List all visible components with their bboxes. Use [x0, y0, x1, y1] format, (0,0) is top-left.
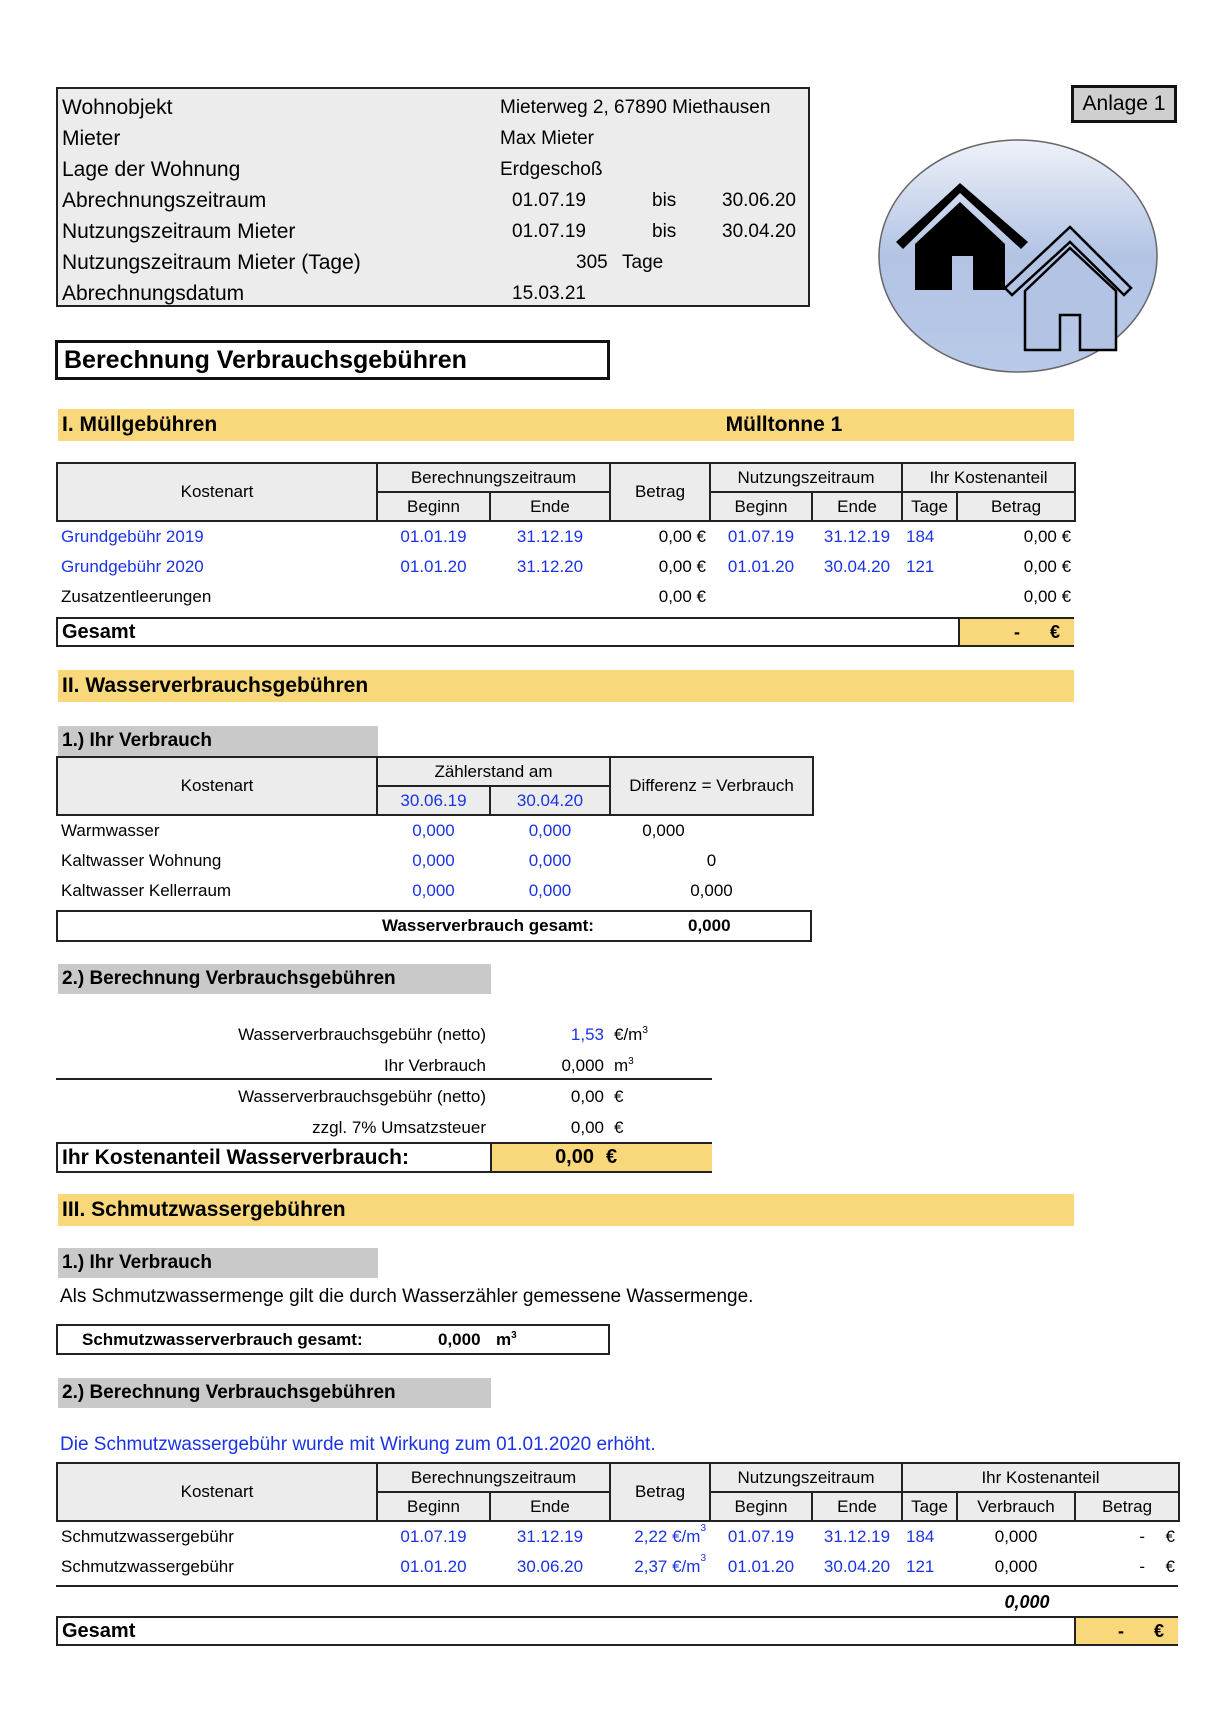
col-header-betrag: Betrag [610, 463, 710, 521]
muell-gesamt-value [958, 619, 1074, 645]
info-bis: bis [652, 221, 677, 242]
col-header-kostenart: Kostenart [57, 463, 377, 521]
cell-n-ende[interactable]: 31.12.19 [823, 1527, 891, 1546]
info-value: 15.03.21 [512, 283, 586, 304]
schmutz-note: Als Schmutzwassermenge gilt die durch Wasserzähler gemessene Wassermenge. [60, 1286, 754, 1307]
cell-v2[interactable]: 0,000 [528, 851, 572, 870]
cell-kostenart: Schmutzwassergebühr [61, 1557, 234, 1576]
table-row [57, 876, 813, 906]
col-header-anteil-betrag: Betrag [957, 492, 1075, 521]
cell-anteil [1075, 1552, 1179, 1582]
cell-tage[interactable]: 121 [906, 557, 935, 576]
wasser-gesamt-row [56, 910, 812, 942]
calc-row [56, 1113, 712, 1143]
calc-label: Wasserverbrauchsgebühr (netto) [238, 1025, 486, 1044]
info-label: Abrechnungszeitraum [62, 189, 267, 212]
col-header-kostenart: Kostenart [57, 1463, 377, 1521]
calc-row [56, 1082, 712, 1112]
info-date-to: 30.04.20 [722, 221, 796, 242]
info-label: Nutzungszeitraum Mieter (Tage) [62, 251, 361, 274]
schmutz-gesamt-row [56, 1616, 1178, 1646]
cell-n-ende[interactable]: 31.12.19 [823, 527, 891, 546]
cell-v1[interactable]: 0,000 [412, 821, 455, 840]
info-row-tage [62, 247, 802, 278]
cell-ende [490, 582, 610, 612]
cell-n-beginn[interactable]: 01.01.20 [727, 557, 795, 576]
info-row-abrechnungsdatum [62, 278, 802, 309]
cell-anteil [1075, 1521, 1179, 1552]
info-days-unit: Tage [622, 252, 664, 273]
col-header-ende: Ende [490, 492, 610, 521]
cell-n-beginn[interactable]: 01.07.19 [727, 1527, 795, 1546]
col-header-berechnungszeitraum: Berechnungszeitraum [377, 463, 610, 492]
cell-diff: 0 [706, 851, 717, 870]
total-unit: € [606, 1146, 618, 1168]
col-header-differenz: Differenz = Verbrauch [610, 757, 813, 815]
table-row [57, 582, 1075, 612]
calc-unit: € [614, 1087, 624, 1106]
info-date-to: 30.06.20 [722, 190, 796, 211]
cell-kostenart[interactable]: Grundgebühr 2020 [61, 557, 204, 576]
info-value: Erdgeschoß [500, 159, 603, 180]
cell-ende[interactable]: 31.12.19 [516, 527, 584, 546]
houses-icon [878, 138, 1158, 374]
section-title: II. Wasserverbrauchsgebühren [62, 674, 369, 697]
cell-n-beginn[interactable]: 01.01.20 [727, 1557, 795, 1576]
cell-n-ende[interactable]: 30.04.20 [823, 557, 891, 576]
info-row-abrechnungszeitraum [62, 185, 802, 216]
divider [56, 1078, 712, 1080]
unit-sup: 3 [628, 1056, 634, 1067]
schmutz-gesamt-box [56, 1324, 610, 1355]
total-label: Ihr Kostenanteil Wasserverbrauch: [62, 1146, 409, 1169]
table-row [57, 552, 1075, 582]
cell-v1[interactable]: 0,000 [412, 881, 455, 900]
calc-label: Wasserverbrauchsgebühr (netto) [238, 1087, 486, 1106]
divider [56, 1585, 1178, 1587]
cell-n-beginn[interactable]: 01.07.19 [727, 527, 795, 546]
schmutz-gesamt-value: 0,000 [438, 1330, 481, 1349]
cell-v2[interactable]: 0,000 [528, 821, 572, 840]
cell-n-ende[interactable]: 30.04.20 [823, 1557, 891, 1576]
col-header-beginn: Beginn [377, 1492, 490, 1521]
cell-kostenart: Kaltwasser Kellerraum [61, 881, 232, 900]
section-header-schmutz [58, 1194, 1074, 1226]
info-value: Max Mieter [500, 128, 594, 149]
gesamt-currency: € [1050, 622, 1061, 642]
col-header-zaehlerstand: Zählerstand am [377, 757, 610, 786]
schmutz-gesamt-unit [496, 1326, 517, 1353]
cell-tage[interactable]: 184 [906, 527, 935, 546]
cell-betrag: 0,00 € [658, 587, 706, 606]
schmutz-gesamt-value [1074, 1618, 1178, 1644]
col-header-berechnungszeitraum: Berechnungszeitraum [377, 1463, 610, 1492]
cell-kostenart[interactable]: Grundgebühr 2019 [61, 527, 204, 546]
info-row-wohnobjekt [62, 92, 802, 123]
anteil-amount: - [1139, 1557, 1146, 1576]
calc-unit: € [614, 1118, 624, 1137]
gesamt-amount: - [1118, 1621, 1124, 1641]
unit-text: €/m [614, 1025, 643, 1044]
cell-tage[interactable]: 184 [906, 1527, 935, 1546]
cell-betrag: 0,00 € [658, 557, 706, 576]
unit-sup: 3 [511, 1330, 517, 1341]
calc-value[interactable]: 1,53 [570, 1025, 604, 1044]
col-header-n-beginn: Beginn [710, 1492, 812, 1521]
wasser-gesamt-value: 0,000 [688, 916, 731, 935]
wasser-gesamt-label: Wasserverbrauch gesamt: [382, 916, 594, 935]
total-value-box [490, 1144, 712, 1171]
table-row [57, 846, 813, 876]
section-title: I. Müllgebühren [62, 413, 218, 436]
cell-verbrauch: 0,000 [994, 1557, 1038, 1576]
calc-value: 0,00 [570, 1087, 604, 1106]
unit-text: m [614, 1056, 629, 1075]
col-header-nutzungszeitraum: Nutzungszeitraum [710, 463, 902, 492]
table-row [57, 521, 1075, 552]
info-row-lage [62, 154, 802, 185]
anteil-currency: € [1165, 1557, 1176, 1576]
calc-value: 0,00 [570, 1118, 604, 1137]
table-row [57, 1552, 1179, 1582]
info-label: Lage der Wohnung [62, 158, 241, 181]
info-row-nutzungszeitraum [62, 216, 802, 247]
calc-label: zzgl. 7% Umsatzsteuer [312, 1118, 486, 1137]
calc-row [56, 1020, 712, 1050]
cell-tage [902, 582, 957, 612]
unit-sup: 3 [642, 1025, 648, 1036]
col-header-date2[interactable]: 30.04.20 [490, 786, 610, 815]
section-subtitle: Mülltonne 1 [725, 413, 843, 436]
col-header-beginn: Beginn [377, 492, 490, 521]
gesamt-label: Gesamt [62, 621, 136, 643]
col-header-n-ende: Ende [812, 492, 902, 521]
col-header-verbrauch: Verbrauch [957, 1492, 1075, 1521]
schmutz-notice: Die Schmutzwassergebühr wurde mit Wirkung zum 01.01.2020 erhöht. [60, 1434, 656, 1455]
cell-v1[interactable]: 0,000 [412, 851, 455, 870]
section-header-muell [58, 409, 1074, 441]
cell-anteil: 0,00 € [1023, 587, 1072, 606]
cell-n-ende [812, 582, 902, 612]
muell-table [56, 462, 1076, 612]
table-row [57, 1521, 1179, 1552]
calc-label: Ihr Verbrauch [383, 1056, 486, 1075]
cell-beginn[interactable]: 01.01.20 [400, 1557, 467, 1576]
cell-beginn [377, 582, 490, 612]
section-header-wasser [58, 670, 1074, 702]
cell-ende[interactable]: 30.06.20 [516, 1557, 584, 1576]
total-value: 0,00 [555, 1146, 594, 1168]
cell-n-beginn [710, 582, 812, 612]
col-header-date1[interactable]: 30.06.19 [377, 786, 490, 815]
info-label: Wohnobjekt [62, 96, 173, 119]
gesamt-label: Gesamt [62, 1620, 136, 1642]
subsection-header-berechnung: 2.) Berechnung Verbrauchsgebühren [58, 964, 491, 994]
table-row [57, 815, 813, 846]
cell-ende[interactable]: 31.12.19 [516, 1527, 584, 1546]
wasser-total-row [56, 1142, 712, 1173]
calc-value: 0,000 [561, 1056, 604, 1075]
cell-ende[interactable]: 31.12.20 [516, 557, 584, 576]
cell-diff: 0,000 [690, 881, 733, 900]
info-label: Nutzungszeitraum Mieter [62, 220, 296, 243]
col-header-n-ende: Ende [812, 1492, 902, 1521]
col-header-ende: Ende [490, 1492, 610, 1521]
wasser-verbrauch-table [56, 756, 814, 906]
unit-sup: 3 [700, 1553, 706, 1564]
muell-gesamt-row [56, 617, 1074, 647]
cell-verbrauch: 0,000 [994, 1527, 1038, 1546]
col-header-kostenart: Kostenart [57, 757, 377, 815]
cell-beginn[interactable]: 01.01.19 [400, 527, 467, 546]
anteil-currency: € [1165, 1527, 1176, 1546]
subsection-header-berechnung: 2.) Berechnung Verbrauchsgebühren [58, 1378, 491, 1408]
calc-unit [614, 1020, 648, 1050]
page-title: Berechnung Verbrauchsgebühren [55, 340, 610, 380]
cell-tage[interactable]: 121 [906, 1557, 935, 1576]
cell-kostenart: Zusatzentleerungen [61, 587, 212, 606]
col-header-betrag: Betrag [610, 1463, 710, 1521]
info-date-from: 01.07.19 [512, 221, 586, 242]
anteil-amount: - [1139, 1527, 1146, 1546]
rate-text: 2,22 €/m [634, 1527, 701, 1546]
col-header-tage: Tage [902, 492, 957, 521]
col-header-ihr-kostenanteil: Ihr Kostenanteil [902, 463, 1075, 492]
schmutz-table [56, 1462, 1180, 1582]
col-header-ihr-kostenanteil: Ihr Kostenanteil [902, 1463, 1179, 1492]
cell-kostenart: Kaltwasser Wohnung [61, 851, 222, 870]
anlage-label: Anlage 1 [1071, 85, 1177, 123]
col-header-tage: Tage [902, 1492, 957, 1521]
cell-anteil: 0,00 € [1023, 527, 1072, 546]
cell-kostenart: Schmutzwassergebühr [61, 1527, 234, 1546]
info-bis: bis [652, 190, 677, 211]
col-header-nutzungszeitraum: Nutzungszeitraum [710, 1463, 902, 1492]
calc-row [56, 1051, 712, 1081]
cell-beginn[interactable]: 01.07.19 [400, 1527, 467, 1546]
info-date-from: 01.07.19 [512, 190, 586, 211]
subsection-header-verbrauch: 1.) Ihr Verbrauch [58, 1248, 378, 1278]
cell-anteil: 0,00 € [1023, 557, 1072, 576]
info-label: Abrechnungsdatum [62, 282, 245, 305]
cell-betrag[interactable] [610, 1521, 710, 1552]
subsection-header-verbrauch: 1.) Ihr Verbrauch [58, 726, 378, 756]
cell-betrag[interactable] [610, 1552, 710, 1582]
schmutz-gesamt-label: Schmutzwasserverbrauch gesamt: [82, 1330, 363, 1349]
property-info-box [56, 87, 810, 307]
calc-unit [614, 1051, 634, 1081]
cell-betrag: 0,00 € [658, 527, 706, 546]
unit-text: m [496, 1330, 512, 1349]
gesamt-amount: - [1014, 622, 1020, 642]
cell-beginn[interactable]: 01.01.20 [400, 557, 467, 576]
cell-kostenart: Warmwasser [61, 821, 160, 840]
rate-text: 2,37 €/m [634, 1557, 701, 1576]
cell-diff: 0,000 [642, 821, 685, 840]
col-header-anteil-betrag: Betrag [1075, 1492, 1179, 1521]
info-days: 305 [576, 252, 608, 273]
info-label: Mieter [62, 127, 121, 150]
info-row-mieter [62, 123, 802, 154]
schmutz-verbrauch-summe: 0,000 [1004, 1592, 1050, 1612]
section-title: III. Schmutzwassergebühren [62, 1198, 346, 1221]
col-header-n-beginn: Beginn [710, 492, 812, 521]
info-value: Mieterweg 2, 67890 Miethausen [500, 97, 771, 118]
cell-v2[interactable]: 0,000 [528, 881, 572, 900]
gesamt-currency: € [1154, 1621, 1165, 1641]
unit-sup: 3 [700, 1523, 706, 1534]
